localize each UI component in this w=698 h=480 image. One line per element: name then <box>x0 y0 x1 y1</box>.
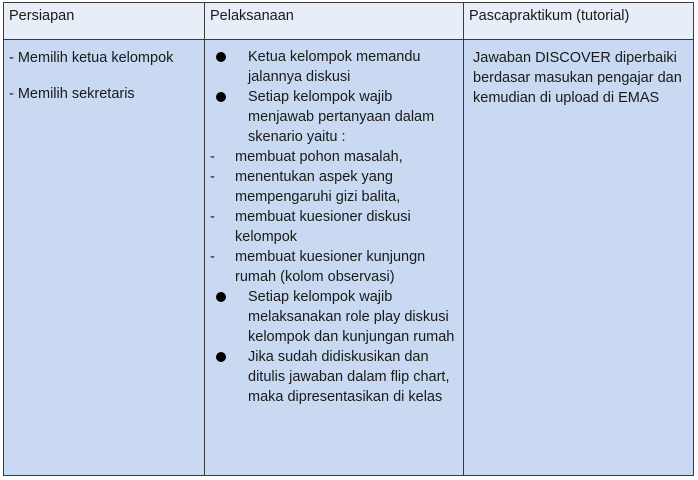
bullet-item <box>205 287 457 347</box>
persiapan-item: - Memilih ketua kelompok <box>9 50 174 66</box>
header-pascapraktikum-label: Pascapraktikum (tutorial) <box>469 8 630 24</box>
pascapraktikum-cell <box>464 40 693 475</box>
bullet-icon <box>216 92 226 102</box>
header-persiapan <box>4 3 205 40</box>
persiapan-cell <box>4 40 205 475</box>
sub-list <box>208 147 457 287</box>
dash-marker: - <box>210 169 215 185</box>
header-persiapan-label: Persiapan <box>9 8 75 24</box>
bullet-text: Jika sudah didiskusikan dan ditulis jawaban dalam flip chart, maka dipresentasikan di kelas <box>248 349 450 405</box>
bullet-text: Setiap kelompok wajib melaksanakan role play diskusi kelompok dan kunjungan rumah <box>248 289 455 345</box>
bullet-text: Ketua kelompok memandu jalannya diskusi <box>248 49 421 85</box>
sub-item <box>208 247 457 287</box>
sub-item-text: membuat pohon masalah, <box>235 149 403 165</box>
sub-item <box>208 207 457 247</box>
bullet-icon <box>216 352 226 362</box>
pelaksanaan-cell <box>205 40 464 475</box>
bullet-icon <box>216 52 226 62</box>
bullet-item <box>205 347 457 407</box>
bullet-item <box>205 47 457 87</box>
sub-item <box>208 167 457 207</box>
activity-table <box>3 2 694 476</box>
sub-item-text: menentukan aspek yang mempengaruhi gizi balita, <box>235 169 401 205</box>
dash-marker: - <box>210 209 215 225</box>
pascapraktikum-text: Jawaban DISCOVER diperbaiki berdasar masukan pengajar dan kemudian di upload di EMAS <box>473 50 682 106</box>
header-pelaksanaan-label: Pelaksanaan <box>210 8 294 24</box>
bullet-item <box>205 87 457 287</box>
dash-marker: - <box>210 149 215 165</box>
header-pascapraktikum <box>464 3 693 40</box>
sub-item <box>208 147 457 167</box>
bullet-icon <box>216 292 226 302</box>
bullet-text: Setiap kelompok wajib menjawab pertanyaan dalam skenario yaitu : <box>248 89 435 145</box>
persiapan-item: - Memilih sekretaris <box>9 86 135 102</box>
sub-item-text: membuat kuesioner kunjungn rumah (kolom observasi) <box>235 249 426 285</box>
sub-item-text: membuat kuesioner diskusi kelompok <box>235 209 411 245</box>
dash-marker: - <box>210 249 215 265</box>
header-pelaksanaan <box>205 3 464 40</box>
